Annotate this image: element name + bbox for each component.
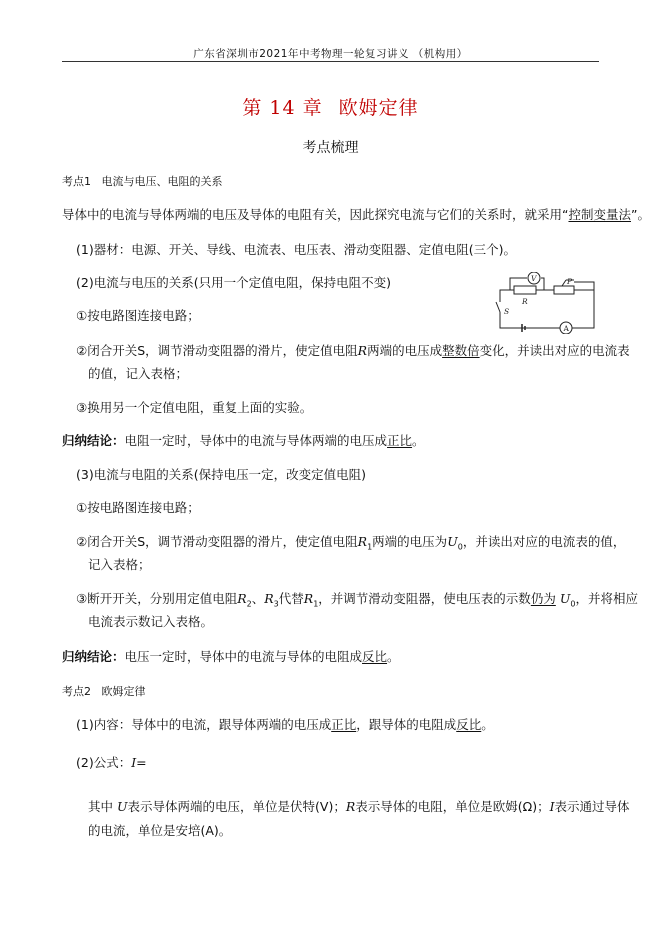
p3-step2-r: R — [357, 534, 368, 549]
k2-heading — [62, 683, 146, 699]
k1-step2-c: 变化，并读出对应的电流表 — [479, 343, 630, 358]
k2-content-a: (1)内容：导体中的电流，跟导体两端的电压成 — [76, 717, 332, 732]
k2-content-u1: 正比 — [331, 717, 357, 732]
p3-step3-a: ③断开开关，分别用定值电阻 — [76, 591, 238, 606]
k1-step2-underline: 整数倍 — [442, 343, 480, 358]
k1-p3-step3-cont: 电流表示数记入表格。 — [88, 614, 214, 629]
rheostat — [554, 286, 574, 294]
label-p: P — [567, 277, 573, 286]
p3-step3-r2: R — [237, 591, 247, 606]
label-a: A — [563, 324, 569, 333]
conclusion-text: 电阻一定时，导体中的电流与导体两端的电压成 — [124, 433, 388, 448]
p3-step3-r3-sub: 3 — [273, 599, 279, 609]
p3-step2-r-sub: 1 — [367, 542, 373, 552]
label-v: V — [531, 274, 537, 283]
chapter-number: 第 14 章 — [242, 97, 323, 119]
p3-step2-a: ②闭合开关S，调节滑动变阻器的滑片，使定值电阻 — [76, 534, 358, 549]
k2-content-c: 。 — [481, 717, 494, 732]
p3-step3-r1: R — [303, 591, 314, 606]
k2-explain-cont: 的电流，单位是安培(A)。 — [88, 823, 232, 838]
k2-explain — [88, 797, 630, 815]
conclusion2-text: 电压一定时，导体中的电流与导体的电阻成 — [124, 649, 363, 664]
p3-step3-b: 代替 — [278, 591, 304, 606]
k2-formula-label: (2)公式： — [76, 755, 132, 770]
k1-p3-step1: ①按电路图连接电路； — [76, 500, 200, 515]
k1-conclusion2 — [62, 647, 400, 665]
voltmeter-wire-right — [541, 278, 544, 290]
p3-step3-r3: R — [264, 591, 274, 606]
circuit-diagram — [494, 272, 602, 334]
k2-content-b: ，跟导体的电阻成 — [356, 717, 457, 732]
header-rule — [62, 61, 599, 62]
k2-explain-a: 其中 — [88, 799, 114, 814]
k1-equipment: (1)器材：电源、开关、导线、电流表、电压表、滑动变阻器、定值电阻(三个)。 — [76, 242, 516, 257]
slider-p — [562, 280, 566, 286]
circuit-wire-left — [500, 290, 514, 302]
k1-p3-step2-cont: 记入表格； — [88, 557, 151, 572]
k1-step2-cont: 的值，记入表格； — [88, 366, 189, 381]
p3-step3-sep: 、 — [251, 591, 265, 606]
p3-step3-u-sub: 0 — [570, 599, 576, 609]
label-r: R — [522, 297, 528, 306]
k2-explain-r: R — [345, 799, 356, 814]
k1-name: 电流与电压、电阻的关系 — [101, 175, 223, 188]
chapter-name: 欧姆定律 — [338, 97, 419, 119]
conclusion2-underline: 反比 — [362, 649, 388, 664]
page-header: 广东省深圳市2021年中考物理一轮复习讲义 （机构用） — [193, 48, 468, 60]
chapter-title — [0, 93, 661, 120]
p3-step2-u: U — [447, 534, 458, 549]
p3-step3-r1-sub: 1 — [313, 599, 319, 609]
k2-formula — [76, 753, 147, 771]
k1-intro-underline: 控制变量法 — [568, 207, 631, 222]
k1-label: 考点1 — [62, 175, 91, 188]
k2-content-u2: 反比 — [456, 717, 482, 732]
label-s: S — [504, 307, 510, 316]
k2-label: 考点2 — [62, 685, 91, 698]
k2-formula-var: I — [131, 755, 137, 770]
k1-part2: (2)电流与电压的关系(只用一个定值电阻，保持电阻不变) — [76, 275, 391, 290]
k2-formula-eq: = — [136, 755, 147, 770]
k1-p3-step2 — [76, 532, 625, 552]
k1-step2-r: R — [357, 343, 368, 358]
conclusion-label: 归纳结论： — [62, 433, 125, 448]
p3-step2-c: ，并读出对应的电流表的值， — [462, 534, 626, 549]
k1-part3: (3)电流与电阻的关系(保持电压一定，改变定值电阻) — [76, 467, 366, 482]
p3-step3-c: ，并调节滑动变阻器，使电压表的示数 — [318, 591, 531, 606]
voltmeter-wire-left — [510, 278, 527, 290]
k2-name: 欧姆定律 — [101, 685, 146, 698]
k1-heading — [62, 173, 223, 189]
k2-explain-b: 表示导体两端的电压，单位是伏特(V)； — [127, 799, 346, 814]
k1-step1: ①按电路图连接电路； — [76, 308, 200, 323]
p3-step2-b: 两端的电压为 — [372, 534, 448, 549]
resistor-r — [514, 286, 536, 294]
section-subtitle: 考点梳理 — [302, 140, 359, 156]
p3-step3-d: ，并将相应 — [575, 591, 638, 606]
k1-intro — [62, 205, 650, 223]
k1-step2-a: ②闭合开关S，调节滑动变阻器的滑片，使定值电阻 — [76, 343, 358, 358]
k1-p3-step3 — [76, 589, 638, 609]
conclusion2-end: 。 — [387, 649, 400, 664]
k1-step3: ③换用另一个定值电阻，重复上面的实验。 — [76, 400, 313, 415]
conclusion2-label: 归纳结论： — [62, 649, 125, 664]
k1-step2 — [76, 341, 630, 359]
p3-step2-u-sub: 0 — [457, 542, 463, 552]
k2-explain-c: 表示导体的电阻，单位是欧姆(Ω)； — [355, 799, 550, 814]
switch-s — [496, 302, 500, 312]
conclusion-underline: 正比 — [387, 433, 413, 448]
k2-explain-i: I — [549, 799, 555, 814]
k1-intro-text: 导体中的电流与导体两端的电压及导体的电阻有关，因此探究电流与它们的关系时，就采用“ — [62, 207, 569, 222]
k2-content — [76, 715, 494, 733]
k1-intro-end: ”。 — [631, 207, 650, 222]
k2-explain-d: 表示通过导体 — [554, 799, 630, 814]
k1-conclusion1 — [62, 431, 425, 449]
k2-explain-u: U — [117, 799, 128, 814]
conclusion-end: 。 — [412, 433, 425, 448]
p3-step3-u: U — [559, 591, 571, 606]
p3-step3-r2-sub: 2 — [246, 599, 252, 609]
p3-step3-underline: 仍为 — [530, 591, 556, 606]
k1-step2-b: 两端的电压成 — [367, 343, 443, 358]
